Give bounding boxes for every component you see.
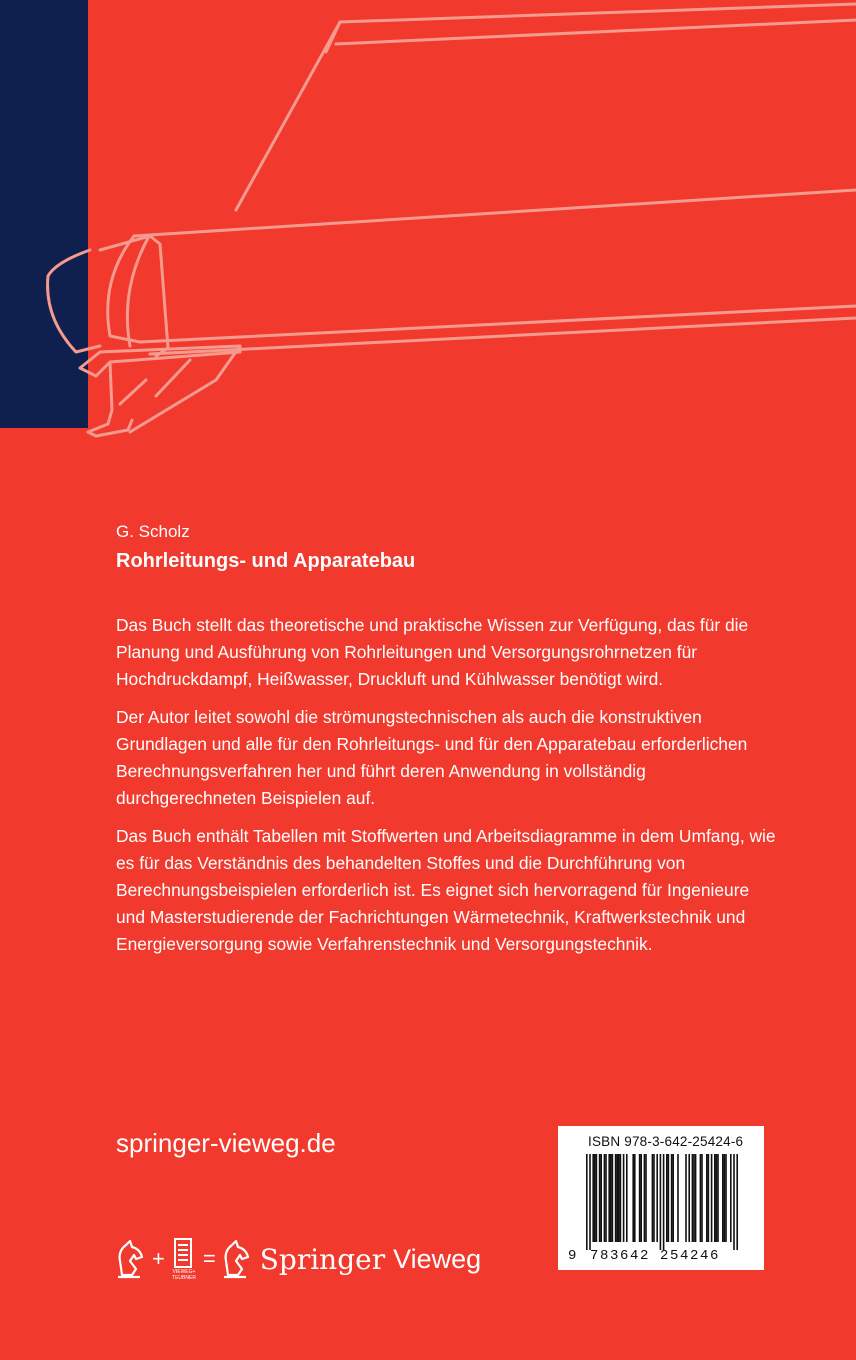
barcode-bar [596, 1154, 598, 1242]
barcode-bar [600, 1154, 602, 1242]
barcode-bar [592, 1154, 594, 1242]
logo-equals-sign: = [202, 1246, 216, 1271]
publisher-logo-row [114, 1234, 481, 1284]
barcode-bar [671, 1154, 673, 1242]
barcode-bar [612, 1154, 614, 1242]
barcode-bar [615, 1154, 617, 1242]
pipe-illustration [0, 0, 856, 460]
barcode-bar [660, 1154, 662, 1250]
barcode-bar [645, 1154, 647, 1242]
barcode-bar [653, 1154, 655, 1242]
barcode-bar [589, 1154, 591, 1250]
vieweg-teubner-book-icon [169, 1237, 199, 1281]
author-name: G. Scholz [116, 522, 190, 541]
barcode-bar [677, 1154, 679, 1242]
barcode-bar [722, 1154, 724, 1242]
barcode-bar [605, 1154, 607, 1242]
isbn-label: ISBN 978-3-642-25424-6 [588, 1134, 744, 1149]
barcode-bar [666, 1154, 668, 1242]
barcode-bar [716, 1154, 718, 1242]
barcode-bar [623, 1154, 625, 1242]
logo-plus-sign: + [152, 1246, 165, 1271]
barcode-bar [644, 1154, 646, 1242]
book-title: Rohrleitungs- und Apparatebau [116, 550, 416, 572]
barcode-bar [700, 1154, 702, 1242]
ean-first-digit: 9 [568, 1248, 577, 1264]
barcode-bar [692, 1154, 694, 1242]
svg-text:VIEWEG+: VIEWEG+ [172, 1269, 196, 1275]
ean-digit-groups: 783642 254246 [590, 1248, 721, 1264]
barcode-bar [639, 1154, 641, 1242]
barcode-bar [668, 1154, 670, 1242]
barcode-bar [599, 1154, 601, 1242]
barcode-bar [725, 1154, 727, 1242]
barcode-bar [640, 1154, 642, 1242]
barcode-bar [672, 1154, 674, 1242]
barcode-bar [733, 1154, 735, 1250]
barcode-bar [714, 1154, 716, 1242]
barcode-bar [616, 1154, 618, 1242]
barcode-bar [701, 1154, 703, 1242]
barcode-bar [695, 1154, 697, 1242]
barcode-bar [634, 1154, 636, 1242]
barcode-bar [610, 1154, 612, 1242]
description-paragraph-1: Das Buch stellt das theoretische und praktische Wissen zur Verfügung, das für die Planung und Ausführung von Rohrleitungen und Versorgungsrohrnetzen für Hochdruckdampf, Heißwasser, Druckluft und Kühlwasser benötigt wird. [116, 615, 749, 689]
springer-horse-icon [114, 1239, 148, 1279]
barcode-bar [656, 1154, 658, 1242]
barcode-bar [632, 1154, 634, 1242]
barcode-bar [685, 1154, 687, 1242]
barcode-bar [736, 1154, 738, 1250]
publisher-website: springer-vieweg.de [116, 1128, 336, 1158]
description-text [116, 612, 776, 969]
barcode-bar [620, 1154, 622, 1242]
barcode-bar [730, 1154, 732, 1242]
description-paragraph-2: Der Autor leitet sowohl die strömungstechnischen als auch die konstruktiven Grundlagen und alle für den Rohrleitungs- und für den Apparatebau erforderlichen Berechnungsverfahren her und führt deren Anwendung in vollständig durchgerechneten Beispielen auf. [116, 707, 748, 808]
barcode-bar [706, 1154, 708, 1242]
barcode-bar [693, 1154, 695, 1242]
barcode-bar [604, 1154, 606, 1242]
springer-brand-name: Springer [259, 1242, 386, 1276]
barcode-bar [586, 1154, 588, 1250]
barcode-bar [688, 1154, 690, 1242]
barcode-bar [717, 1154, 719, 1242]
springer-horse-icon [220, 1239, 254, 1279]
description-paragraph-3: Das Buch enthält Tabellen mit Stoffwerten und Arbeitsdiagramme in dem Umfang, wie es für das Verständnis des behandelten Stoffes und die Durchführung von Berechnungsbeispielen erforderlich ist. Es eignet sich hervorragend für Ingenieure und Masterstudierende der Fachrichtungen Wärmetechnik, Kraftwerkstechnik und Energieversorgung sowie Verfahrenstechnik und Versorgungstechnik. [116, 826, 776, 954]
barcode-bar [608, 1154, 610, 1242]
barcode-bar [594, 1154, 596, 1242]
svg-text:TEUBNER: TEUBNER [171, 1275, 196, 1281]
barcode-bar [724, 1154, 726, 1242]
barcode-bar [663, 1154, 665, 1250]
barcode-bar [652, 1154, 654, 1242]
barcode-bar [618, 1154, 620, 1242]
barcode-bar [626, 1154, 628, 1242]
vieweg-brand-name: Vieweg [393, 1243, 482, 1274]
isbn-barcode-box [558, 1126, 764, 1270]
barcode-bar [708, 1154, 710, 1242]
barcode-bar [711, 1154, 713, 1242]
